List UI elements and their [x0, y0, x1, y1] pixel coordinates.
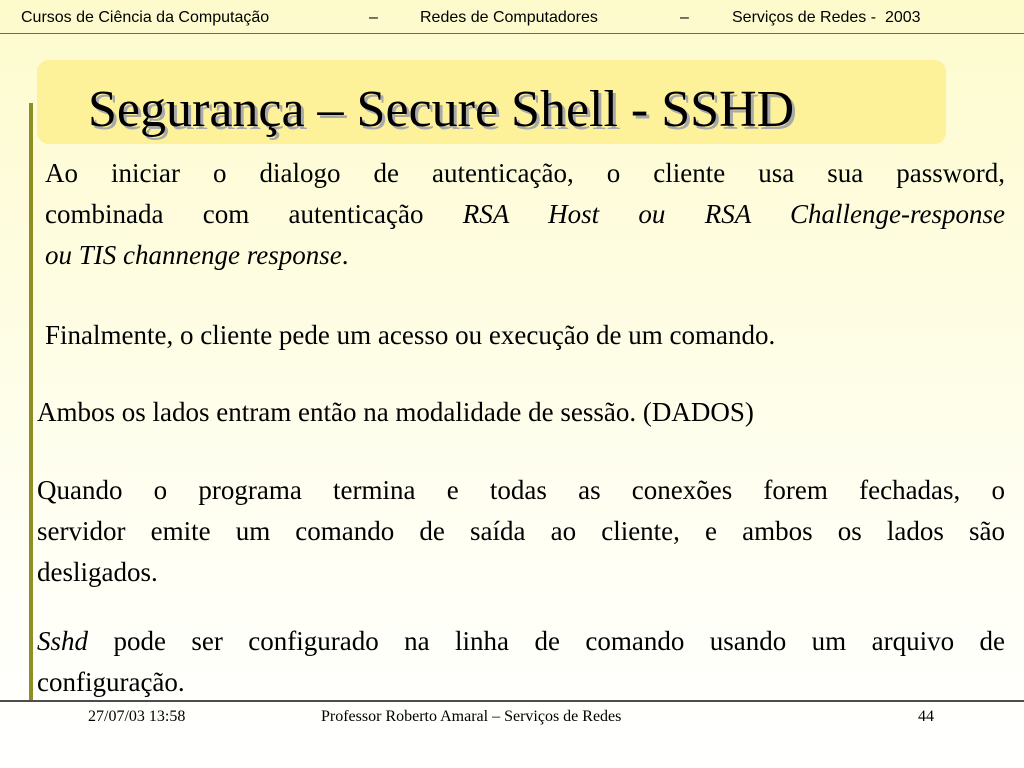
header-topic: Serviços de Redes - 2003 [732, 9, 921, 26]
footer-divider [0, 700, 1024, 702]
authentication-text: combinada com autenticação [45, 199, 463, 229]
period-text: . [341, 240, 349, 270]
header-separator-1: – [369, 9, 378, 26]
paragraph-command-request-line: Finalmente, o cliente pede um acesso ou execução de um comando. [45, 320, 776, 350]
paragraph-authentication-line-2 [45, 194, 1005, 235]
header-course: Cursos de Ciência da Computação [21, 9, 270, 26]
rsa-methods-text: RSA Host ou RSA Challenge-response [462, 199, 1005, 229]
paragraph-termination [37, 470, 1005, 593]
header-separator-2: – [680, 9, 689, 26]
paragraph-termination-line-3: desligados. [37, 557, 158, 587]
paragraph-sshd-config [37, 621, 1005, 703]
left-accent-bar [29, 103, 33, 701]
paragraph-session-mode-line: Ambos os lados entram então na modalidade de sessão. (DADOS) [37, 397, 754, 427]
paragraph-session-mode [37, 392, 1005, 433]
paragraph-sshd-config-line-1 [37, 621, 1005, 662]
paragraph-command-request [45, 315, 1005, 356]
paragraph-sshd-config-line-2: configuração. [37, 667, 185, 697]
footer-page-number: 44 [918, 708, 934, 725]
slide-title: Segurança – Secure Shell - SSHD [88, 81, 795, 138]
paragraph-authentication-line-3 [45, 235, 1005, 276]
header-subject: Redes de Computadores [420, 9, 598, 26]
sshd-term: Sshd [37, 626, 89, 656]
sshd-config-text: pode ser configurado na linha de comando usando um arquivo de [88, 626, 1005, 656]
paragraph-termination-line-2: servidor emite um comando de saída ao cliente, e ambos os lados são [37, 516, 1005, 546]
footer-date: 27/07/03 13:58 [88, 708, 186, 725]
header-divider [0, 33, 1024, 34]
paragraph-authentication-line-1: Ao iniciar o dialogo de autenticação, o cliente usa sua password, [45, 158, 1005, 188]
footer-author: Professor Roberto Amaral – Serviços de Redes [321, 708, 622, 725]
paragraph-authentication [45, 153, 1005, 276]
paragraph-termination-line-1: Quando o programa termina e todas as conexões forem fechadas, o [37, 475, 1005, 505]
tis-method-text: ou TIS channenge response [45, 240, 342, 270]
